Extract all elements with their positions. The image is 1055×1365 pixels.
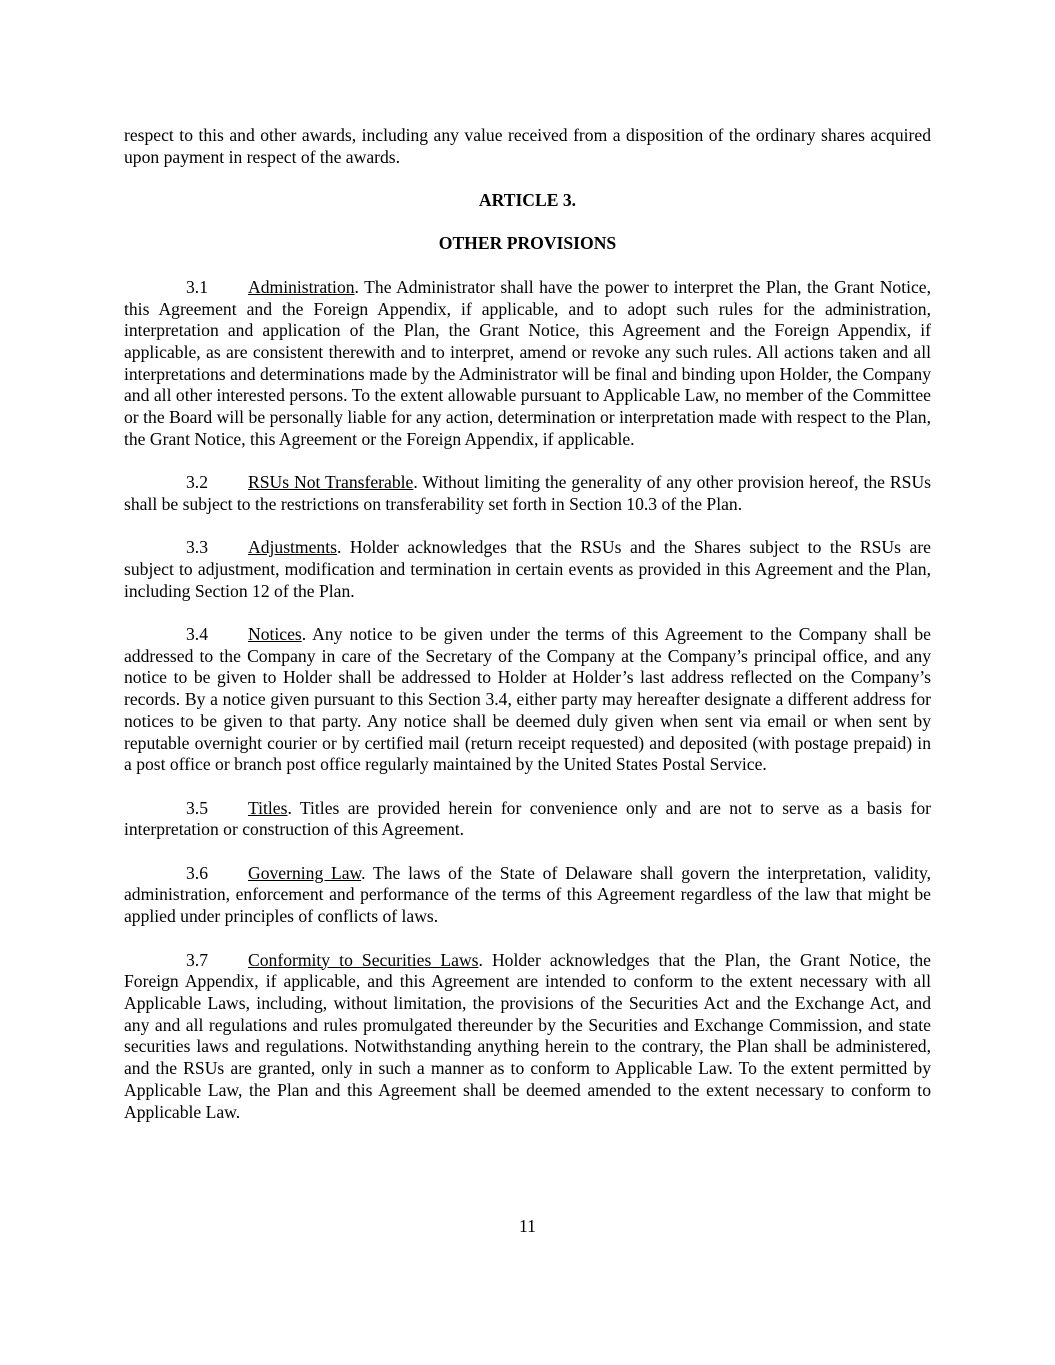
intro-paragraph: respect to this and other awards, including any value received from a disposition of the ordinary shares acquired upon payment in respect of the awards.	[124, 125, 931, 167]
section-number: 3.3	[186, 537, 208, 558]
section-body: . Without limiting the generality of any other provision hereof, the RSUs shall be subject to the restrictions on transferability set forth in Section 10.3 of the Plan.	[124, 472, 931, 514]
section-body: . Titles are provided herein for convenience only and are not to serve as a basis for interpretation or construction of this Agreement.	[124, 797, 931, 840]
document-page	[124, 125, 931, 1145]
section-number: 3.5	[186, 797, 208, 818]
article-heading: ARTICLE 3.	[478, 190, 577, 211]
section-title: Notices	[248, 624, 302, 645]
section-title: Administration	[248, 276, 355, 297]
section-number: 3.7	[186, 949, 208, 970]
section-body: . Holder acknowledges that the Plan, the Grant Notice, the Foreign Appendix, if applicable, and this Agreement are intended to conform to the extent necessary with all Applicable Laws, including, without limitation, the provisions of the Securities Act and the Exchange Act, and any and all regulations and rules promulgated thereunder by the Securities and Exchange Commission, and state securities laws and regulations. Notwithstanding anything herein to the contrary, the Plan shall be administered, and the RSUs are granted, only in such a manner as to conform to Applicable Law. To the extent permitted by Applicable Law, the Plan and this Agreement shall be deemed amended to the extent necessary to conform to Applicable Law.	[124, 949, 931, 1122]
section-body: . Any notice to be given under the terms of this Agreement to the Company shall be addressed to the Company in care of the Secretary of the Company at the Company’s principal office, and any notice to be given to Holder shall be addressed to Holder at Holder’s last address reflected on the Company’s records. By a notice given pursuant to this Section 3.4, either party may hereafter designate a different address for notices to be given to that party. Any notice shall be deemed duly given when sent via email or when sent by reputable overnight courier or by certified mail (return receipt requested) and deposited (with postage prepaid) in a post office or branch post office regularly maintained by the United States Postal Service.	[124, 624, 931, 775]
section-number: 3.4	[186, 624, 208, 645]
section-body: . The Administrator shall have the power to interpret the Plan, the Grant Notice, this Agreement and the Foreign Appendix, if applicable, and to adopt such rules for the administration, interpretation and application of the Plan, the Grant Notice, this Agreement and the Foreign Appendix, if applicable, as are consistent therewith and to interpret, amend or revoke any such rules. All actions taken and all interpretations and determinations made by the Administrator will be final and binding upon Holder, the Company and all other interested persons. To the extent allowable pursuant to Applicable Law, no member of the Committee or the Board will be personally liable for any action, determination or interpretation made with respect to the Plan, the Grant Notice, this Agreement or the Foreign Appendix, if applicable.	[124, 276, 931, 449]
section-3-4	[124, 624, 931, 776]
section-number: 3.6	[186, 862, 208, 883]
article-title: OTHER PROVISIONS	[438, 233, 617, 254]
section-body: . Holder acknowledges that the RSUs and the Shares subject to the RSUs are subject to adjustment, modification and termination in certain events as provided in this Agreement and the Plan, including Section 12 of the Plan.	[124, 537, 931, 601]
section-number: 3.1	[186, 276, 208, 297]
page-number: 11	[519, 1216, 536, 1236]
section-3-1	[124, 277, 931, 451]
section-3-3	[124, 537, 931, 602]
section-3-7	[124, 950, 931, 1124]
section-title: Governing Law	[248, 862, 362, 883]
section-3-6	[124, 863, 931, 928]
section-title: RSUs Not Transferable	[248, 472, 414, 493]
section-title: Titles	[248, 797, 288, 818]
section-number: 3.2	[186, 472, 208, 493]
section-title: Conformity to Securities Laws	[248, 949, 479, 970]
section-3-5	[124, 798, 931, 841]
section-body: . The laws of the State of Delaware shall govern the interpretation, validity, administration, enforcement and performance of the terms of this Agreement regardless of the law that might be applied under principles of conflicts of laws.	[124, 862, 931, 927]
section-3-2	[124, 472, 931, 515]
section-title: Adjustments	[248, 537, 337, 558]
